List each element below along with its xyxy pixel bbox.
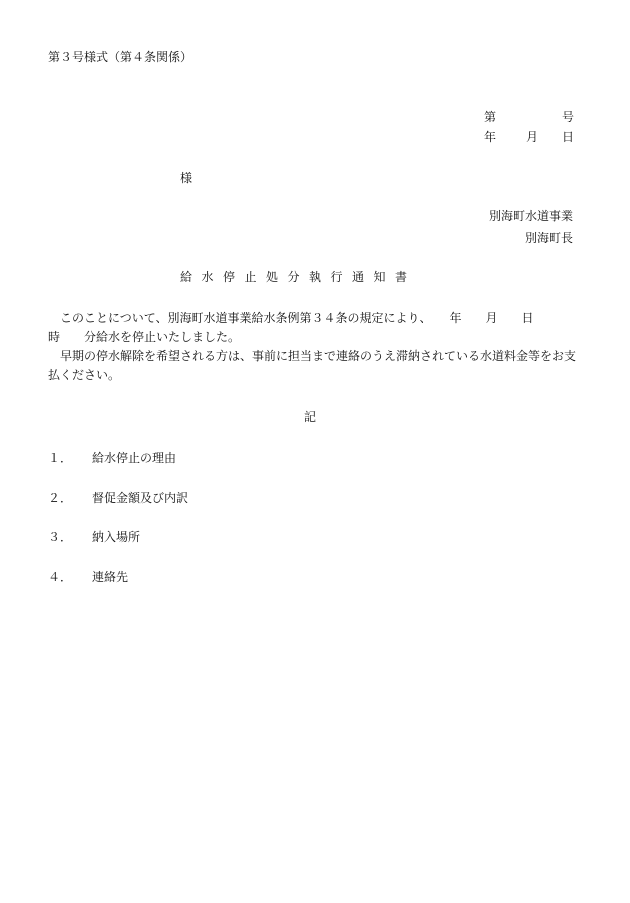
item-number: ４． <box>48 570 73 584</box>
item-label: 納入場所 <box>92 530 141 544</box>
list-item <box>48 491 188 505</box>
doc-number-prefix: 第 <box>484 110 497 124</box>
date-year: 年 <box>484 130 497 144</box>
item-number: ３． <box>48 530 73 544</box>
ki-heading: 記 <box>304 410 317 424</box>
doc-number-suffix: 号 <box>561 110 574 124</box>
addressee-honorific: 様 <box>180 171 193 185</box>
date-month: 月 <box>526 130 539 144</box>
body-paragraph-1 <box>48 309 580 347</box>
item-label: 給水停止の理由 <box>92 451 177 465</box>
body-paragraph-1-line-1: このことについて、別海町水道事業給水条例第３４条の規定により、 年 月 日 <box>60 311 534 325</box>
date-day: 日 <box>561 130 574 144</box>
body-paragraph-2-text: 早期の停水解除を希望される方は、事前に担当まで連絡のうえ滞納されている水道料金等をお支払ください。 <box>48 349 577 382</box>
issuer-organization: 別海町水道事業 <box>488 209 573 223</box>
body-paragraph-1-line-2: 時 分給水を停止いたしました。 <box>48 330 241 344</box>
item-label: 連絡先 <box>92 570 129 584</box>
list-item <box>48 451 176 465</box>
item-label: 督促金額及び内訳 <box>92 491 189 505</box>
item-number: ２． <box>48 491 73 505</box>
issuer-name: 別海町長 <box>524 231 573 245</box>
body-text <box>48 309 580 385</box>
list-item <box>48 570 128 584</box>
item-number: １． <box>48 451 73 465</box>
form-number: 第３号様式（第４条関係） <box>48 50 193 64</box>
document-title: 給水停止処分執行通知書 <box>180 270 417 284</box>
body-paragraph-2 <box>48 347 580 385</box>
list-item <box>48 530 140 544</box>
